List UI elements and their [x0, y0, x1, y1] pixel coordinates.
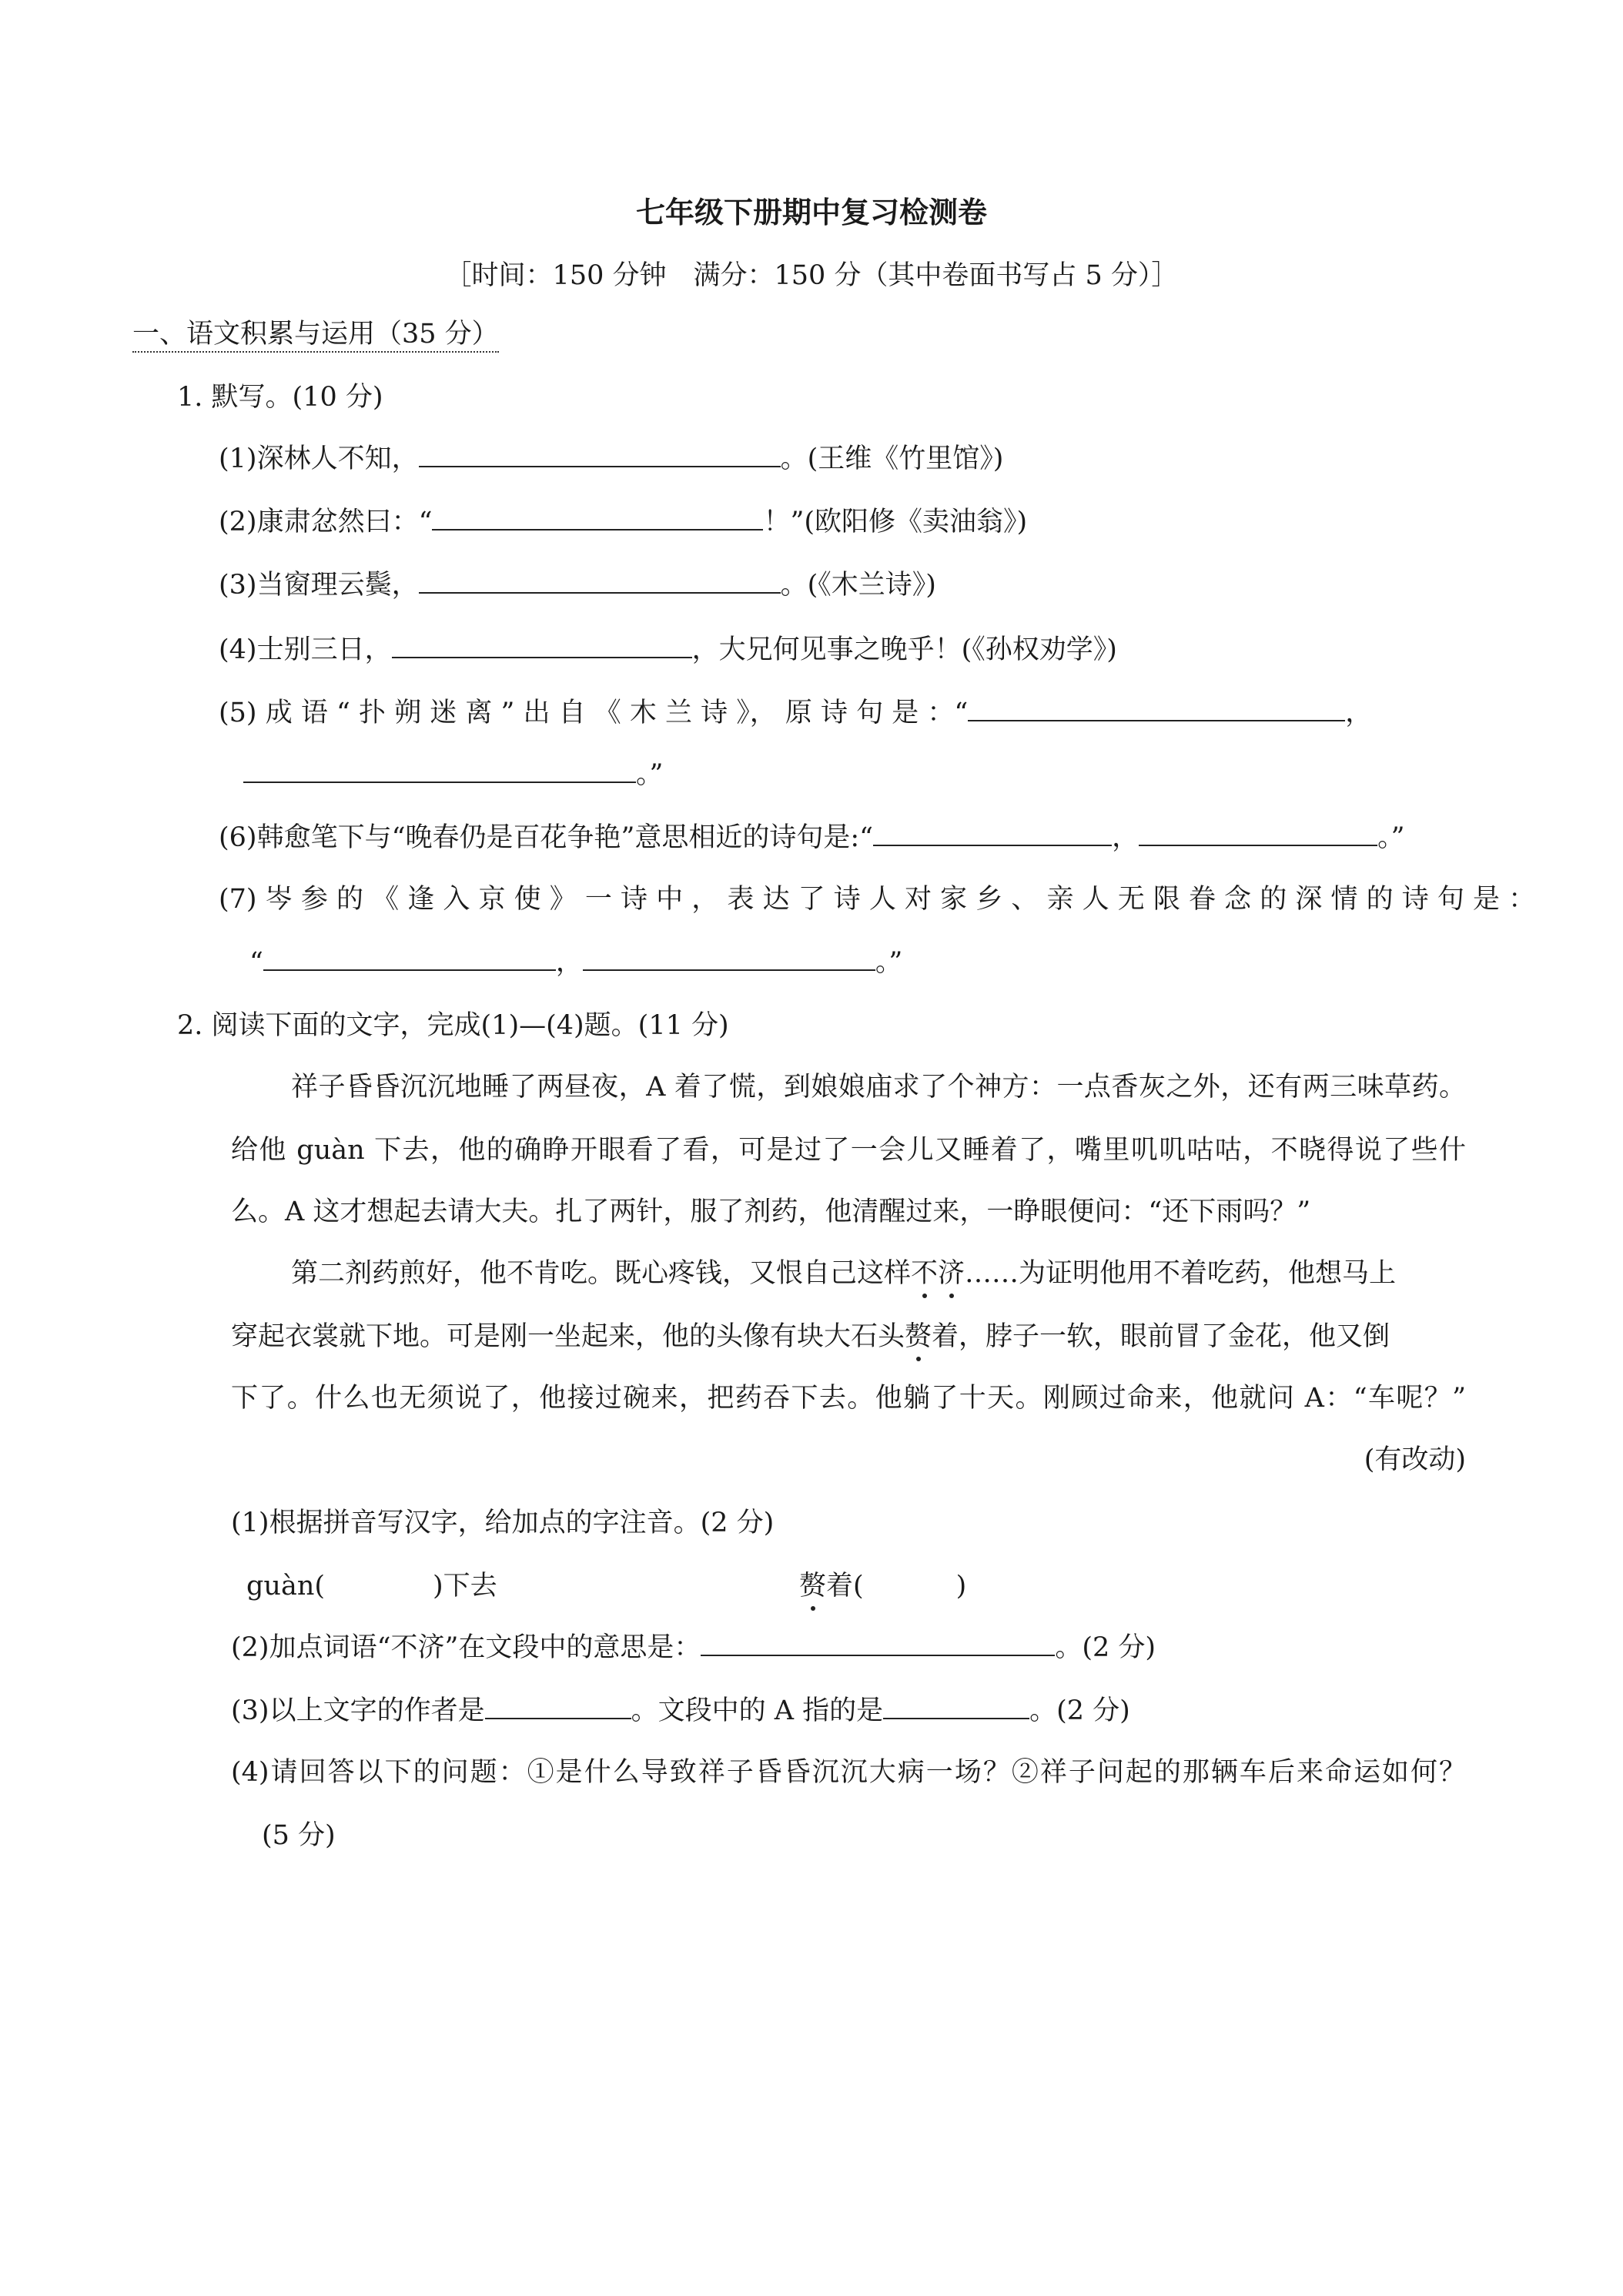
- q1-item-7-end: 。”: [875, 947, 903, 978]
- q2-sub-2-pre: (2)加点词语“不济”在文段中的意思是：: [231, 1632, 701, 1663]
- q1-item-7-open: “: [249, 947, 263, 978]
- answer-blank[interactable]: [419, 569, 781, 594]
- q2-sub-1-pinyin-blank: [246, 1566, 497, 1606]
- section-title: 一、语文积累与运用（35 分）: [132, 317, 499, 353]
- q1-item-5-line1: [219, 693, 1372, 733]
- q1-item-5-end: 。”: [636, 759, 664, 790]
- q1-item-1: [219, 439, 1003, 479]
- q1-item-6-pre: (6)韩愈笔下与“晚春仍是百花争艳”意思相近的诗句是:“: [219, 822, 874, 853]
- exam-title: 七年级下册期中复习检测卷: [635, 195, 987, 229]
- dotted-char-ji: 济: [938, 1258, 965, 1289]
- answer-blank[interactable]: [968, 697, 1345, 721]
- q1-item-3-pre: (3)当窗理云鬓，: [219, 570, 419, 601]
- q2-sub-1: (1)根据拼音写汉字，给加点的字注音。(2 分): [231, 1508, 775, 1538]
- q1-item-1-post: 。(王维《竹里馆》): [780, 443, 1004, 474]
- q1-item-6-mid: ，: [1112, 822, 1139, 853]
- passage-line: [231, 1317, 1390, 1357]
- passage-line: 给他 guàn 下去，他的确睁开眼看了看，可是过了一会儿又睡着了，嘴里叽叽咕咕，不晓得说了些什: [231, 1135, 1466, 1166]
- answer-blank[interactable]: [883, 1695, 1029, 1719]
- answer-blank[interactable]: [263, 946, 556, 971]
- answer-blank[interactable]: [873, 822, 1112, 846]
- q2-sub-1b-close: ): [955, 1571, 967, 1602]
- answer-blank[interactable]: [419, 443, 781, 467]
- passage-text: 第二剂药煎好，他不肯吃。既心疼钱，又恨自己这样: [291, 1258, 912, 1289]
- q2-sub-4-score: (5 分): [262, 1820, 336, 1851]
- q1-item-4: [219, 630, 1117, 670]
- q1-item-3: [219, 565, 936, 605]
- q1-item-2: [219, 502, 1027, 542]
- q2-sub-3-pre: (3)以上文字的作者是: [231, 1695, 485, 1726]
- answer-blank[interactable]: [243, 758, 636, 783]
- q2-sub-1-char-blank: [799, 1566, 966, 1606]
- question-1-stem: 1. 默写。(10 分): [177, 382, 383, 413]
- q1-item-4-pre: (4)士别三日，: [219, 634, 392, 665]
- answer-blank[interactable]: [392, 634, 692, 658]
- q1-item-7-line2: [249, 942, 902, 982]
- pinyin-guan: guàn(: [246, 1571, 326, 1602]
- passage-text: ……为证明他用不着吃药，他想马上: [965, 1258, 1397, 1289]
- dotted-char-zhui: 赘: [799, 1571, 827, 1602]
- q2-sub-3-post: 。(2 分): [1029, 1695, 1130, 1726]
- answer-blank[interactable]: [485, 1695, 631, 1719]
- q2-sub-4: (4)请回答以下的问题：①是什么导致祥子昏昏沉沉大病一场？②祥子问起的那辆车后来命运如何？: [231, 1757, 1466, 1788]
- dotted-char-bu: 不: [911, 1258, 939, 1289]
- q1-item-7-line1: [219, 879, 1535, 919]
- q1-item-5-text: (5) 成 语 “ 扑 朔 迷 离 ” 出 自 《 木 兰 诗 》， 原 诗 句 是 ：“: [219, 698, 969, 728]
- passage-text: 着，脖子一软，眼前冒了金花，他又倒: [932, 1321, 1390, 1352]
- q1-item-1-pre: (1)深林人不知，: [219, 443, 419, 474]
- q2-sub-3: [231, 1691, 1130, 1731]
- passage-line: 么。A 这才想起去请大夫。扎了两针，服了剂药，他清醒过来，一睁眼便问：“还下雨吗？”: [231, 1197, 1311, 1227]
- q1-item-3-post: 。(《木兰诗》): [780, 570, 936, 601]
- q1-item-5-comma: ，: [1345, 698, 1373, 728]
- passage-source-note: (有改动): [1364, 1444, 1466, 1475]
- q1-item-6: [219, 818, 1404, 858]
- q2-sub-1-post: )下去: [433, 1571, 497, 1602]
- q2-sub-1b-post: 着(: [826, 1571, 864, 1602]
- answer-blank[interactable]: [1139, 822, 1377, 846]
- q2-sub-3-mid: 。文段中的 A 指的是: [631, 1695, 884, 1726]
- answer-blank[interactable]: [432, 506, 763, 530]
- q1-item-7-mid: ，: [555, 947, 583, 978]
- q2-sub-2: [231, 1628, 1156, 1668]
- exam-subtitle: ［时间：150 分钟 满分：150 分（其中卷面书写占 5 分）］: [444, 260, 1179, 291]
- q1-item-2-pre: (2)康肃忿然曰：“: [219, 507, 433, 537]
- passage-line: [291, 1253, 1396, 1294]
- passage-line: 祥子昏昏沉沉地睡了两昼夜，A 着了慌，到娘娘庙求了个神方：一点香灰之外，还有两三味草药。: [291, 1072, 1466, 1103]
- q1-item-6-end: 。”: [1377, 822, 1405, 853]
- answer-blank[interactable]: [701, 1632, 1055, 1656]
- q1-item-2-post: ！”(欧阳修《卖油翁》): [763, 507, 1028, 537]
- answer-blank[interactable]: [583, 946, 875, 971]
- passage-line: 下了。什么也无须说了，他接过碗来，把药吞下去。他躺了十天。刚顾过命来，他就问 A：“车呢？”: [231, 1383, 1466, 1414]
- q1-item-7-text: (7) 岑 参 的 《 逢 入 京 使 》 一 诗 中 ， 表 达 了 诗 人 对 家 乡 、 亲 人 无 限 眷 念 的 深 情 的 诗 句 是 ：: [219, 884, 1536, 915]
- question-2-stem: 2. 阅读下面的文字，完成(1)—(4)题。(11 分): [177, 1010, 729, 1041]
- q2-sub-2-post: 。(2 分): [1055, 1632, 1156, 1663]
- passage-text: 穿起衣裳就下地。可是刚一坐起来，他的头像有块大石头: [231, 1321, 905, 1352]
- q1-item-4-post: ，大兄何见事之晚乎！(《孙权劝学》): [691, 634, 1117, 665]
- dotted-char-zhui: 赘: [905, 1321, 932, 1352]
- q1-item-5-line2: [243, 755, 663, 795]
